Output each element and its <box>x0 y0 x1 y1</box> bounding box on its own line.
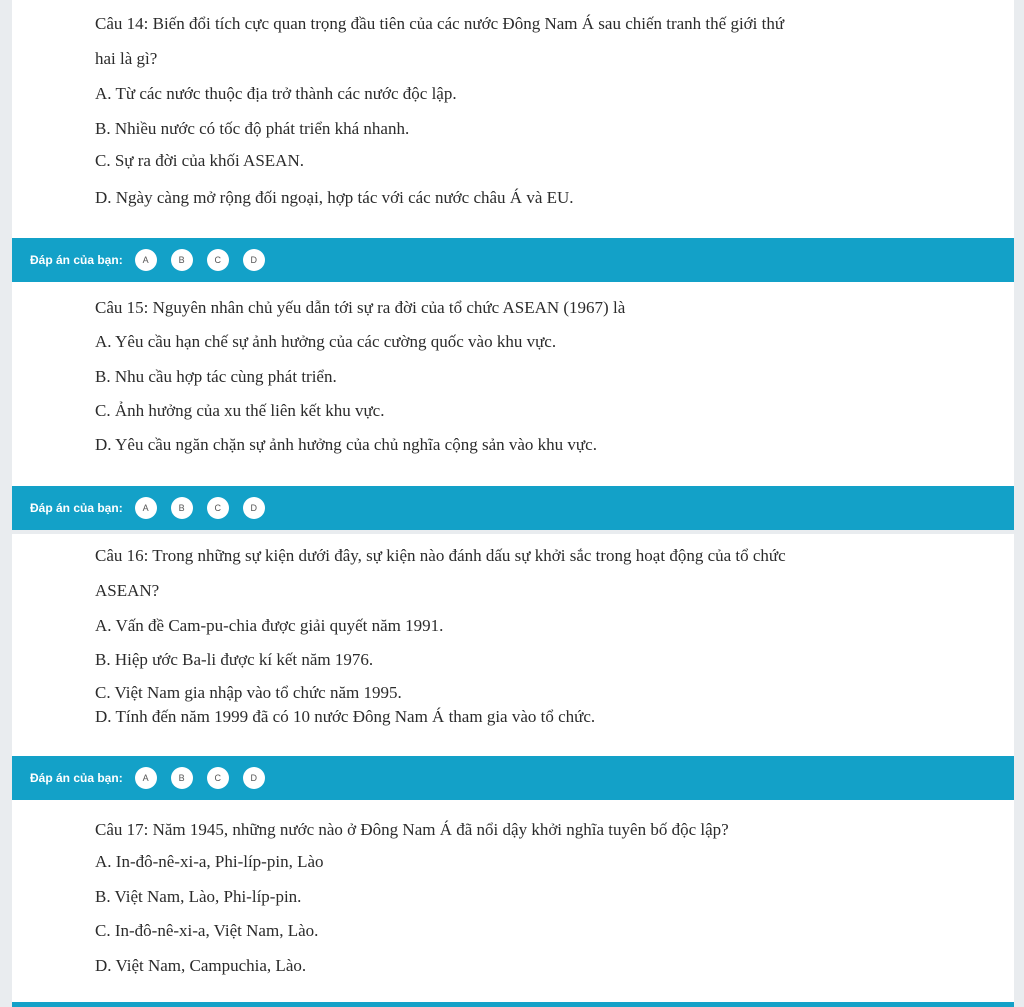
option-b-text: B. Việt Nam, Lào, Phi-líp-pin. <box>95 887 302 906</box>
answer-option-d[interactable]: D <box>243 767 265 789</box>
answer-option-b[interactable]: B <box>171 249 193 271</box>
option-a-text: A. Từ các nước thuộc địa trở thành các nước độc lập. <box>95 84 457 103</box>
option-d-text: D. Việt Nam, Campuchia, Lào. <box>95 956 307 975</box>
answer-option-c[interactable]: C <box>207 767 229 789</box>
option-b-text: B. Nhu cầu hợp tác cùng phát triển. <box>95 367 337 386</box>
answer-label: Đáp án của bạn: <box>30 771 123 785</box>
answer-label: Đáp án của bạn: <box>30 501 123 515</box>
question-text-continued: hai là gì? <box>95 49 158 68</box>
option-c-text: C. In-đô-nê-xi-a, Việt Nam, Lào. <box>95 921 319 940</box>
answer-option-d[interactable]: D <box>243 497 265 519</box>
question-text: Câu 16: Trong những sự kiện dưới đây, sự kiện nào đánh dấu sự khởi sắc trong hoạt động của tổ chức <box>95 546 786 565</box>
answer-option-c[interactable]: C <box>207 497 229 519</box>
option-d-text: D. Ngày càng mở rộng đối ngoại, hợp tác với các nước châu Á và EU. <box>95 188 574 207</box>
answer-option-b[interactable]: B <box>171 497 193 519</box>
option-c-text: C. Sự ra đời của khối ASEAN. <box>95 151 304 170</box>
option-d-text: D. Yêu cầu ngăn chặn sự ảnh hưởng của chủ nghĩa cộng sản vào khu vực. <box>95 435 597 454</box>
question-text-continued: ASEAN? <box>95 581 160 600</box>
option-a-text: A. In-đô-nê-xi-a, Phi-líp-pin, Lào <box>95 852 324 871</box>
question-text: Câu 14: Biến đổi tích cực quan trọng đầu tiên của các nước Đông Nam Á sau chiến tranh thế giới thứ <box>95 14 785 33</box>
answer-option-a[interactable]: A <box>135 767 157 789</box>
question-card-15 <box>12 282 1014 486</box>
option-c-text: C. Ảnh hưởng của xu thế liên kết khu vực. <box>95 401 385 420</box>
answer-bar-14 <box>12 238 1014 282</box>
answer-bar-15 <box>12 486 1014 530</box>
option-b-text: B. Nhiều nước có tốc độ phát triển khá nhanh. <box>95 119 410 138</box>
answer-option-d[interactable]: D <box>243 249 265 271</box>
question-card-17 <box>12 800 1014 1002</box>
option-d-text: D. Tính đến năm 1999 đã có 10 nước Đông Nam Á tham gia vào tổ chức. <box>95 707 596 726</box>
answer-bar-17-edge <box>12 1002 1014 1007</box>
question-text: Câu 15: Nguyên nhân chủ yếu dẫn tới sự ra đời của tổ chức ASEAN (1967) là <box>95 298 626 317</box>
option-b-text: B. Hiệp ước Ba-li được kí kết năm 1976. <box>95 650 374 669</box>
question-card-16 <box>12 534 1014 756</box>
answer-option-c[interactable]: C <box>207 249 229 271</box>
answer-option-a[interactable]: A <box>135 497 157 519</box>
answer-bar-16 <box>12 756 1014 800</box>
answer-label: Đáp án của bạn: <box>30 253 123 267</box>
answer-option-b[interactable]: B <box>171 767 193 789</box>
option-a-text: A. Yêu cầu hạn chế sự ảnh hưởng của các cường quốc vào khu vực. <box>95 332 557 351</box>
question-text: Câu 17: Năm 1945, những nước nào ở Đông Nam Á đã nổi dậy khởi nghĩa tuyên bố độc lập? <box>95 820 729 839</box>
option-c-text: C. Việt Nam gia nhập vào tổ chức năm 1995. <box>95 683 402 702</box>
answer-option-a[interactable]: A <box>135 249 157 271</box>
option-a-text: A. Vấn đề Cam-pu-chia được giải quyết năm 1991. <box>95 616 444 635</box>
question-card-14 <box>12 0 1014 238</box>
